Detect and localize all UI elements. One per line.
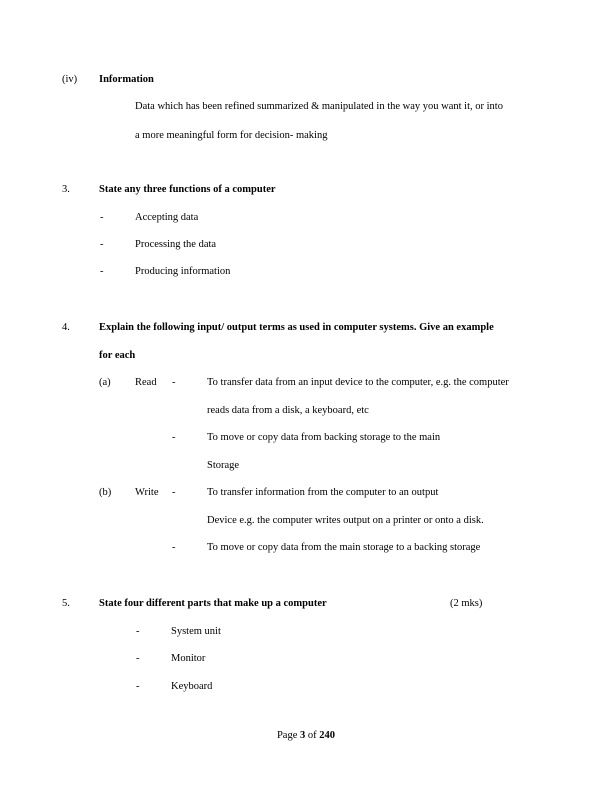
- list-dash: -: [172, 432, 176, 443]
- io-term: Read: [135, 377, 157, 388]
- question-number: 5.: [62, 598, 70, 609]
- sub-question-marker: (a): [99, 377, 111, 388]
- marks-label: (2 mks): [450, 598, 483, 609]
- definition-line: reads data from a disk, a keyboard, etc: [207, 405, 369, 416]
- definition-line: Device e.g. the computer writes output on a printer or onto a disk.: [207, 515, 484, 526]
- page-total: 240: [319, 730, 336, 741]
- list-dash: -: [136, 626, 140, 637]
- of-word: of: [307, 730, 317, 741]
- question-text: State any three functions of a computer: [99, 184, 276, 195]
- list-dash: -: [100, 212, 104, 223]
- definition-line: To move or copy data from backing storage to the main: [207, 432, 441, 443]
- definition-line: Storage: [207, 460, 240, 471]
- list-dash: -: [172, 487, 176, 498]
- list-item: Processing the data: [135, 239, 217, 250]
- list-item: System unit: [171, 626, 221, 637]
- io-term: Write: [135, 487, 159, 498]
- question-number: 4.: [62, 322, 70, 333]
- list-dash: -: [136, 681, 140, 692]
- section-heading: Information: [99, 74, 154, 85]
- page-current: 3: [300, 730, 306, 741]
- section-body-line: a more meaningful form for decision- making: [135, 130, 328, 141]
- list-dash: -: [100, 266, 104, 277]
- list-item: Accepting data: [135, 212, 199, 223]
- question-text: State four different parts that make up a computer: [99, 598, 327, 609]
- list-item: Producing information: [135, 266, 231, 277]
- definition-line: To transfer information from the computer to an output: [207, 487, 439, 498]
- definition-line: To move or copy data from the main storage to a backing storage: [207, 542, 481, 553]
- question-number: 3.: [62, 184, 70, 195]
- list-item: Keyboard: [171, 681, 213, 692]
- page-word: Page: [276, 730, 298, 741]
- section-marker: (iv): [62, 74, 78, 85]
- list-dash: -: [172, 377, 176, 388]
- question-text: for each: [99, 350, 136, 361]
- list-dash: -: [100, 239, 104, 250]
- list-item: Monitor: [171, 653, 206, 664]
- definition-line: To transfer data from an input device to the computer, e.g. the computer: [207, 377, 509, 388]
- section-body-line: Data which has been refined summarized & manipulated in the way you want it, or into: [135, 101, 503, 112]
- sub-question-marker: (b): [99, 487, 112, 498]
- list-dash: -: [136, 653, 140, 664]
- list-dash: -: [172, 542, 176, 553]
- page-footer: [0, 730, 612, 742]
- question-text: Explain the following input/ output terms as used in computer systems. Give an example: [99, 322, 494, 333]
